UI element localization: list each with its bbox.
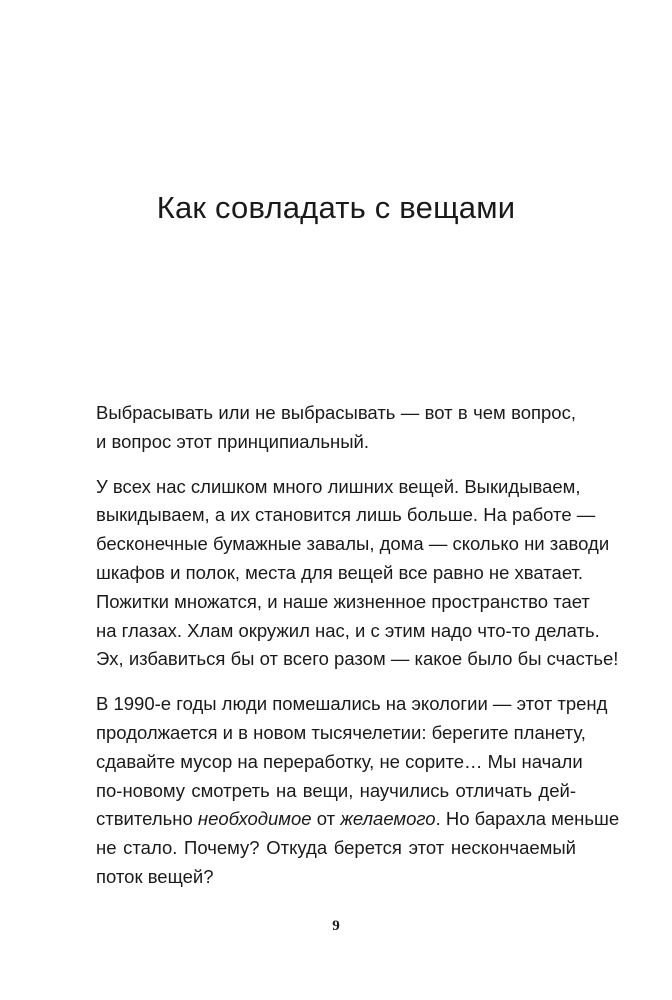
text-line: не стало. Почему? Откуда берется этот нескончаемый [96,837,576,859]
text-line: У всех нас слишком много лишних вещей. Выкидываем, [96,475,581,497]
text-line: выкидываем, а их становится лишь больше. На работе — [96,504,596,526]
text-line: В 1990-е годы люди помешались на экологии — этот тренд [96,693,608,715]
text-line: на глазах. Хлам окружил нас, и с этим надо что-то делать. [96,619,600,641]
chapter-title: Как совладать с вещами [156,190,516,225]
text-line: и вопрос этот принципиальный. [96,430,370,452]
text-line: Эх, избавиться бы от всего разом — какое было бы счастье! [96,648,619,670]
text-line: сдавайте мусор на переработку, не сорите… Мы начали [96,750,583,772]
text-line: Выбрасывать или не выбрасывать — вот в чем вопрос, [96,402,576,423]
text-line: продолжается и в новом тысячелетии: берегите планету, [96,721,586,743]
page-number: 9 [332,918,340,934]
text-line: поток вещей? [96,865,214,887]
text-line-with-emphasis [96,805,620,834]
emphasis-necessary: необходимое [197,808,312,830]
text-line: по-новому смотреть на вещи, научились отличать дей- [96,779,576,801]
text-line: шкафов и полок, места для вещей все равно не хватает. [96,561,584,583]
paragraph-3 [96,690,620,892]
paragraph-2 [96,473,619,675]
text-line: бесконечные бумажные завалы, дома — сколько ни заводи [96,533,610,555]
text-line: Пожитки множатся, и наше жизненное пространство тает [96,590,590,612]
text-fragment: . Но барахла меньше [435,808,620,830]
paragraph-1 [96,399,576,457]
text-fragment: ствительно [96,808,198,830]
emphasis-desired: желаемого [340,808,436,830]
body-text [96,399,620,908]
text-fragment: от [311,808,341,830]
